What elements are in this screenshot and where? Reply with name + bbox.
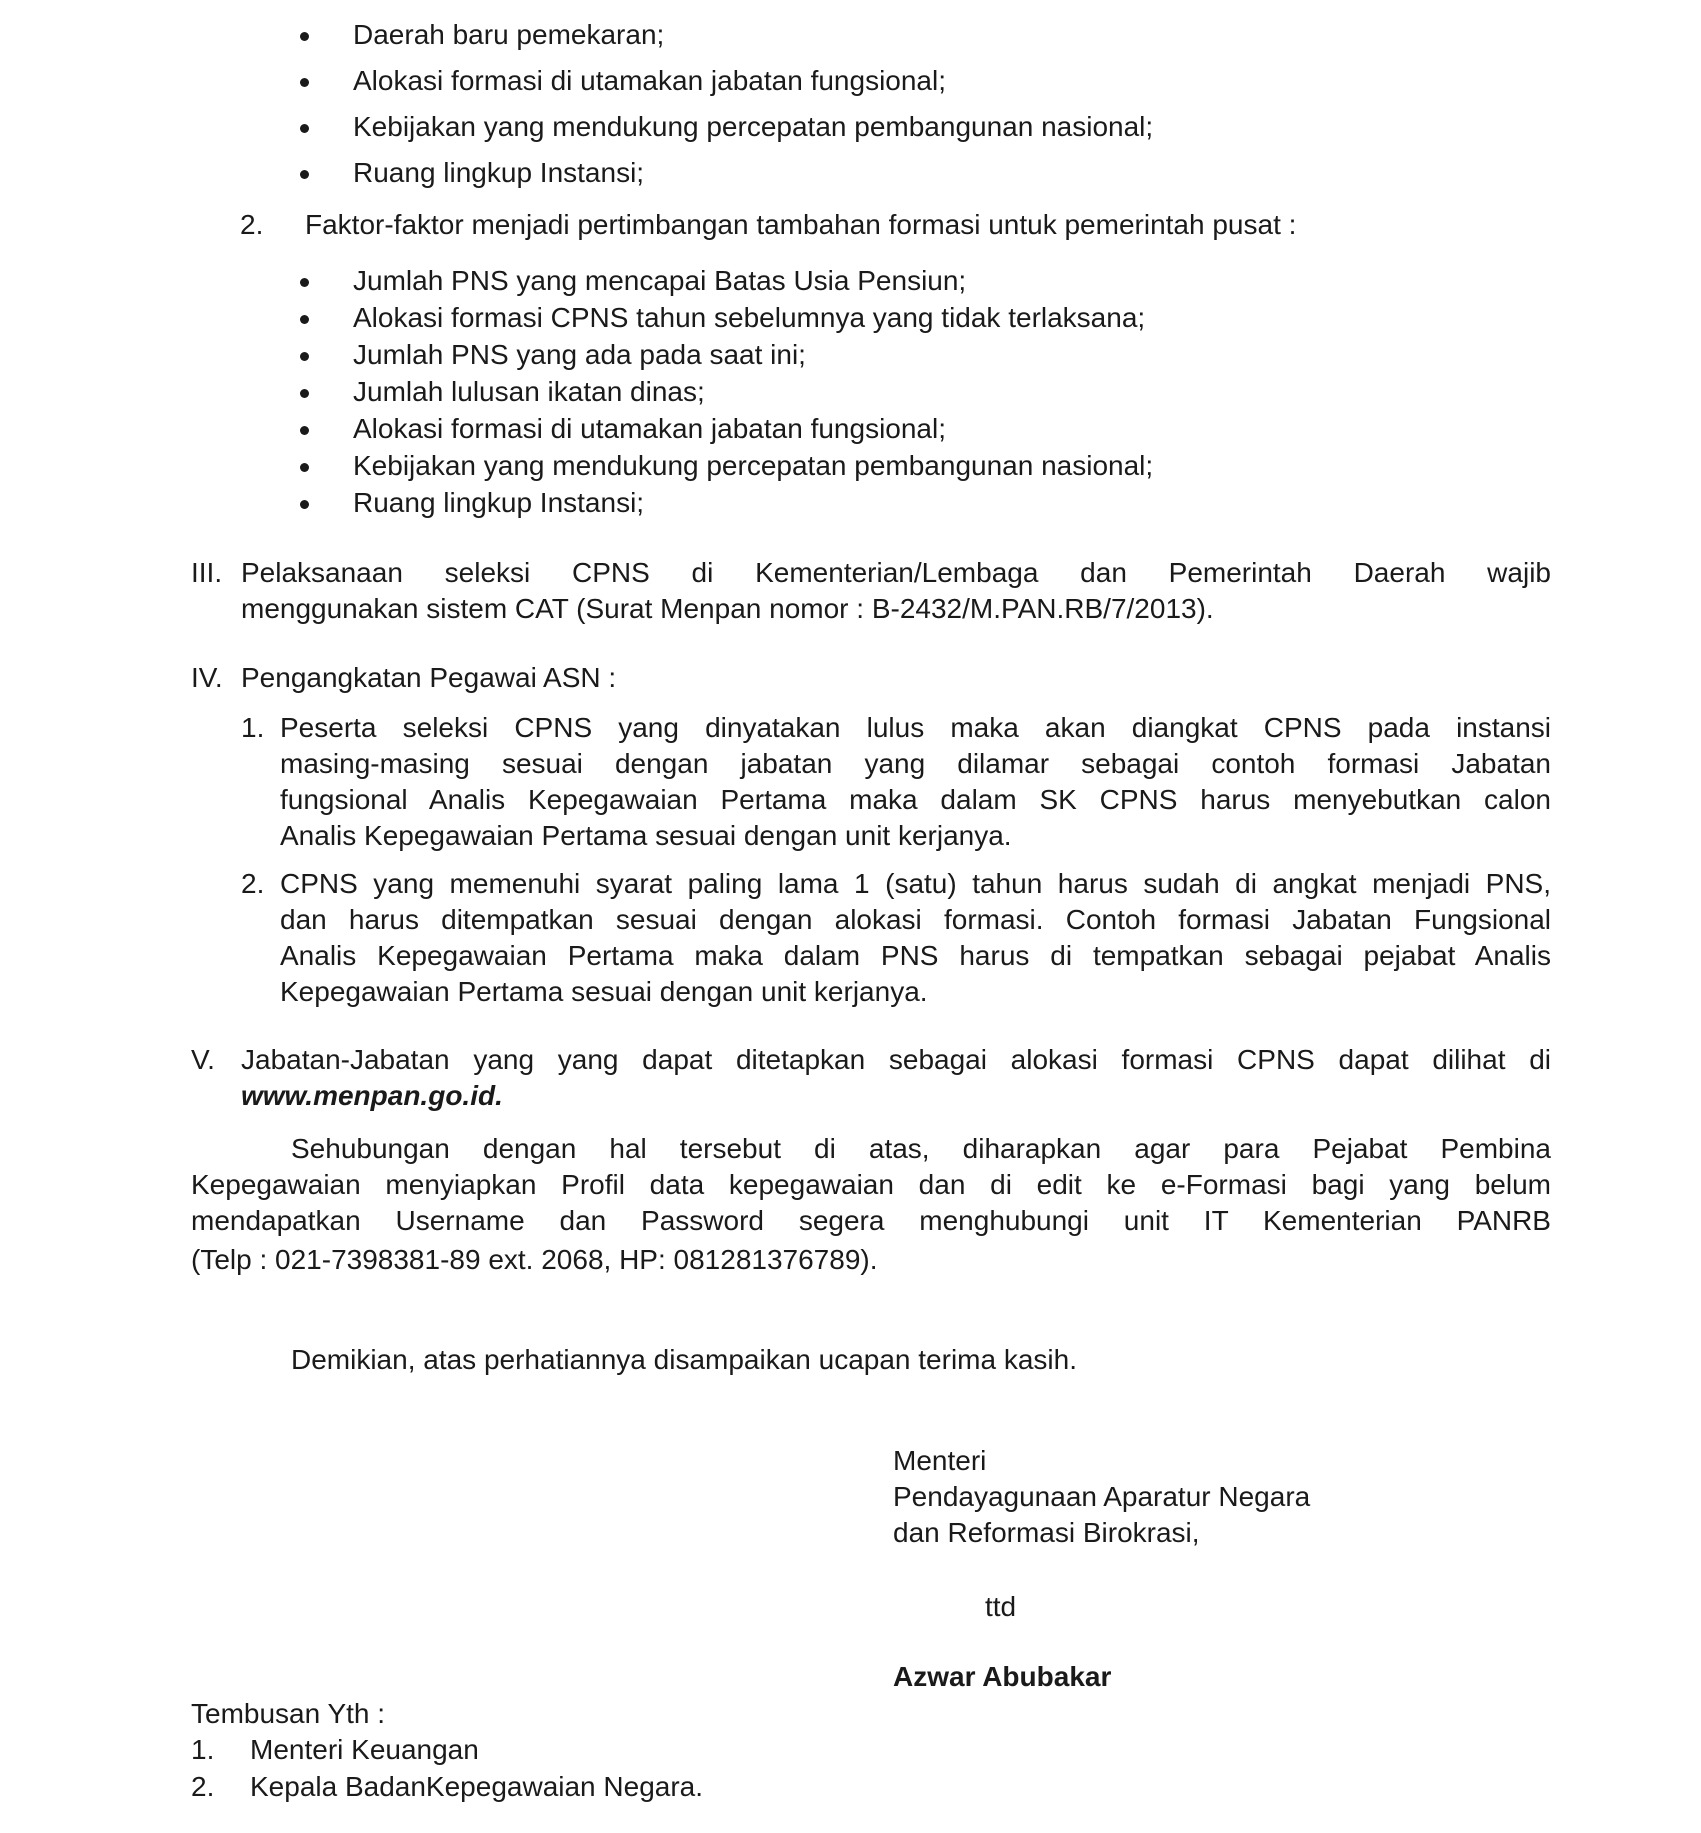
bullet-icon: [300, 389, 309, 398]
menpan-link[interactable]: www.menpan.go.id.: [241, 1080, 503, 1111]
list-item: [300, 109, 1550, 145]
section-numeral: III.: [191, 557, 223, 588]
list-item: [300, 300, 1550, 336]
list-item-text: Kebijakan yang mendukung percepatan pembangunan nasional;: [353, 450, 1154, 481]
section-numeral: IV.: [191, 662, 223, 693]
paragraph-line: mendapatkan Username dan Password segera menghubungi unit IT Kementerian PANRB: [191, 1205, 1551, 1236]
section-text-line: Jabatan-Jabatan yang yang dapat ditetapkan sebagai alokasi formasi CPNS dapat dilihat di: [241, 1044, 1551, 1075]
list-item-text: Jumlah PNS yang mencapai Batas Usia Pensiun;: [353, 265, 967, 296]
paragraph-line: fungsional Analis Kepegawaian Pertama maka dalam SK CPNS harus menyebutkan calon: [280, 784, 1551, 815]
bullet-icon: [300, 278, 309, 287]
bullet-icon: [300, 500, 309, 509]
item-text: Faktor-faktor menjadi pertimbangan tambahan formasi untuk pemerintah pusat :: [305, 209, 1297, 240]
paragraph-line: Peserta seleksi CPNS yang dinyatakan lulus maka akan diangkat CPNS pada instansi: [280, 712, 1551, 743]
list-item-text: Jumlah PNS yang ada pada saat ini;: [353, 339, 806, 370]
section-text-line: Pelaksanaan seleksi CPNS di Kementerian/Lembaga dan Pemerintah Daerah wajib: [241, 557, 1551, 588]
list-item-text: Kebijakan yang mendukung percepatan pembangunan nasional;: [353, 111, 1154, 142]
list-item-text: Alokasi formasi CPNS tahun sebelumnya yang tidak terlaksana;: [353, 302, 1146, 333]
list-item: [300, 263, 1550, 299]
list-item-text: Ruang lingkup Instansi;: [353, 487, 645, 518]
paragraph-line: dan harus ditempatkan sesuai dengan alokasi formasi. Contoh formasi Jabatan Fungsional: [280, 904, 1551, 935]
paragraph-line: Kepegawaian menyiapkan Profil data kepegawaian dan di edit ke e-Formasi bagi yang belum: [191, 1169, 1551, 1200]
tembusan-number: 1.: [191, 1734, 215, 1765]
bullet-icon: [300, 352, 309, 361]
bullet-icon: [300, 32, 309, 41]
signature-title: dan Reformasi Birokrasi,: [893, 1517, 1200, 1548]
paragraph-line: Analis Kepegawaian Pertama maka dalam PNS harus di tempatkan sebagai pejabat Analis: [280, 940, 1551, 971]
bullet-icon: [300, 78, 309, 87]
signatory-name: Azwar Abubakar: [893, 1661, 1112, 1692]
paragraph-line: CPNS yang memenuhi syarat paling lama 1 (satu) tahun harus sudah di angkat menjadi PNS,: [280, 868, 1551, 899]
list-item: [300, 411, 1550, 447]
section-numeral: V.: [191, 1044, 215, 1075]
bullet-icon: [300, 463, 309, 472]
signature-ttd: ttd: [985, 1591, 1017, 1622]
list-item-text: Alokasi formasi di utamakan jabatan fungsional;: [353, 65, 947, 96]
list-item-text: Ruang lingkup Instansi;: [353, 157, 645, 188]
bullet-icon: [300, 124, 309, 133]
list-item: [300, 337, 1550, 373]
list-item: [300, 448, 1550, 484]
bullet-icon: [300, 426, 309, 435]
section-text-line: menggunakan sistem CAT (Surat Menpan nomor : B-2432/M.PAN.RB/7/2013).: [241, 593, 1214, 624]
signature-title: Pendayagunaan Aparatur Negara: [893, 1481, 1311, 1512]
signature-title: Menteri: [893, 1445, 987, 1476]
tembusan-heading: Tembusan Yth :: [191, 1698, 386, 1729]
tembusan-number: 2.: [191, 1771, 215, 1802]
closing-thanks: Demikian, atas perhatiannya disampaikan ucapan terima kasih.: [291, 1344, 1077, 1375]
item-number: 2.: [241, 868, 265, 899]
paragraph-line: Sehubungan dengan hal tersebut di atas, diharapkan agar para Pejabat Pembina: [291, 1133, 1551, 1164]
item-number: 2.: [240, 209, 264, 240]
list-item: [300, 374, 1550, 410]
bullet-icon: [300, 170, 309, 179]
list-item: [300, 155, 1550, 191]
list-item-text: Daerah baru pemekaran;: [353, 19, 665, 50]
item-number: 1.: [241, 712, 265, 743]
paragraph-line: Analis Kepegawaian Pertama sesuai dengan unit kerjanya.: [280, 820, 1012, 851]
list-item-text: Jumlah lulusan ikatan dinas;: [353, 376, 705, 407]
list-item: [300, 485, 1550, 521]
section-heading: Pengangkatan Pegawai ASN :: [241, 662, 617, 693]
list-item: [300, 63, 1550, 99]
list-item-text: Alokasi formasi di utamakan jabatan fungsional;: [353, 413, 947, 444]
paragraph-line: (Telp : 021-7398381-89 ext. 2068, HP: 081281376789).: [191, 1244, 878, 1275]
list-item: [300, 17, 1550, 53]
paragraph-line: Kepegawaian Pertama sesuai dengan unit kerjanya.: [280, 976, 928, 1007]
paragraph-line: masing-masing sesuai dengan jabatan yang dilamar sebagai contoh formasi Jabatan: [280, 748, 1551, 779]
bullet-icon: [300, 315, 309, 324]
tembusan-item: Menteri Keuangan: [250, 1734, 479, 1765]
tembusan-item: Kepala BadanKepegawaian Negara.: [250, 1771, 704, 1802]
